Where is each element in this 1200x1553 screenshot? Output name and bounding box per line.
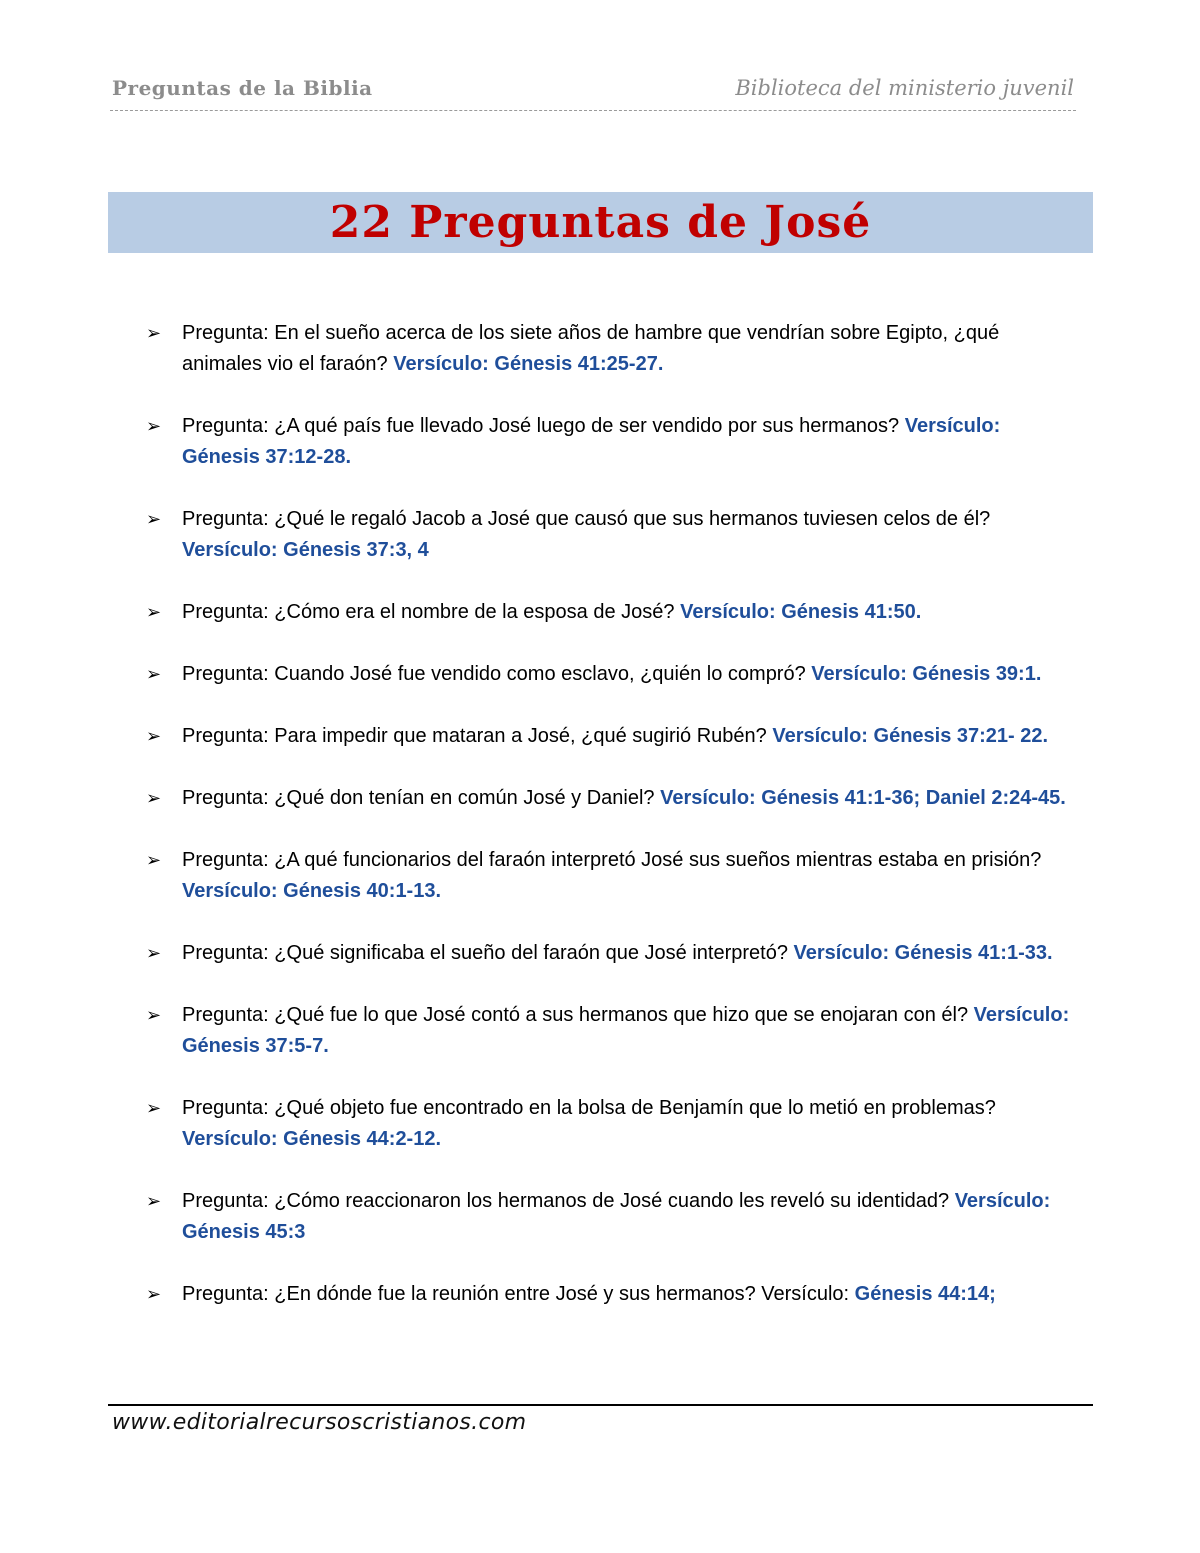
verse-reference: Versículo: Génesis 41:25-27.	[393, 353, 664, 375]
question-text: ¿Qué don tenían en común José y Daniel?	[268, 787, 661, 809]
arrow-bullet-icon: ➢	[146, 726, 162, 747]
question-prefix: Pregunta:	[182, 787, 269, 809]
list-item	[146, 659, 1076, 690]
question-text: Para impedir que mataran a José, ¿qué sugirió Rubén?	[268, 725, 773, 747]
question-text: ¿Qué le regaló Jacob a José que causó que sus hermanos tuviesen celos de él?	[268, 508, 991, 530]
verse-reference: Versículo: Génesis 37:21- 22.	[772, 725, 1049, 747]
question-prefix: Pregunta:	[182, 322, 269, 344]
question-prefix: Pregunta:	[182, 415, 269, 437]
list-item	[146, 1186, 1076, 1248]
question-text: ¿A qué funcionarios del faraón interpretó José sus sueños mientras estaba en prisión?	[268, 849, 1042, 871]
verse-reference: Versículo: Génesis 41:1-36; Daniel 2:24-45.	[660, 787, 1066, 809]
verse-reference: Génesis 44:14;	[854, 1283, 996, 1305]
question-prefix: Pregunta:	[182, 1190, 269, 1212]
verse-reference: Versículo: Génesis 45:3	[182, 1190, 1051, 1243]
question-text: ¿Qué fue lo que José contó a sus hermanos que hizo que se enojaran con él?	[268, 1004, 974, 1026]
arrow-bullet-icon: ➢	[146, 1005, 162, 1026]
list-item	[146, 721, 1076, 752]
verse-reference: Versículo: Génesis 37:3, 4	[182, 539, 429, 561]
arrow-bullet-icon: ➢	[146, 943, 162, 964]
question-text: ¿Cómo reaccionaron los hermanos de José cuando les reveló su identidad?	[268, 1190, 955, 1212]
arrow-bullet-icon: ➢	[146, 788, 162, 809]
question-prefix: Pregunta:	[182, 1004, 269, 1026]
question-text: Cuando José fue vendido como esclavo, ¿quién lo compró?	[268, 663, 812, 685]
question-text: En el sueño acerca de los siete años de hambre que vendrían sobre Egipto, ¿qué animales vio el faraón?	[182, 322, 1000, 375]
verse-reference: Versículo: Génesis 41:1-33.	[793, 942, 1053, 964]
arrow-bullet-icon: ➢	[146, 602, 162, 623]
question-text: ¿Qué objeto fue encontrado en la bolsa de Benjamín que lo metió en problemas?	[268, 1097, 996, 1119]
question-text: ¿En dónde fue la reunión entre José y sus hermanos? Versículo:	[268, 1283, 855, 1305]
question-list	[146, 318, 1076, 1341]
list-item	[146, 504, 1076, 566]
question-prefix: Pregunta:	[182, 663, 269, 685]
list-item	[146, 845, 1076, 907]
page-header	[110, 76, 1076, 111]
verse-reference: Versículo: Génesis 40:1-13.	[182, 880, 442, 902]
arrow-bullet-icon: ➢	[146, 509, 162, 530]
verse-reference: Versículo: Génesis 41:50.	[680, 601, 922, 623]
list-item	[146, 1000, 1076, 1062]
question-prefix: Pregunta:	[182, 849, 269, 871]
verse-reference: Versículo: Génesis 37:5-7.	[182, 1004, 1070, 1057]
list-item	[146, 411, 1076, 473]
arrow-bullet-icon: ➢	[146, 1284, 162, 1305]
question-prefix: Pregunta:	[182, 1097, 269, 1119]
question-prefix: Pregunta:	[182, 725, 269, 747]
verse-reference: Versículo: Génesis 39:1.	[811, 663, 1042, 685]
header-left-title: Preguntas de la Biblia	[112, 76, 373, 100]
verse-reference: Versículo: Génesis 37:12-28.	[182, 415, 1001, 468]
arrow-bullet-icon: ➢	[146, 416, 162, 437]
question-text: ¿Qué significaba el sueño del faraón que José interpretó?	[268, 942, 794, 964]
arrow-bullet-icon: ➢	[146, 1191, 162, 1212]
footer-url: www.editorialrecursoscristianos.com	[112, 1410, 527, 1435]
list-item	[146, 1093, 1076, 1155]
question-prefix: Pregunta:	[182, 508, 269, 530]
verse-reference: Versículo: Génesis 44:2-12.	[182, 1128, 442, 1150]
question-prefix: Pregunta:	[182, 1283, 269, 1305]
header-right-title: Biblioteca del ministerio juvenil	[735, 76, 1074, 100]
list-item	[146, 1279, 1076, 1310]
question-text: ¿Cómo era el nombre de la esposa de José?	[268, 601, 681, 623]
list-item	[146, 938, 1076, 969]
question-prefix: Pregunta:	[182, 942, 269, 964]
list-item	[146, 318, 1076, 380]
title-band	[108, 192, 1093, 253]
list-item	[146, 783, 1076, 814]
arrow-bullet-icon: ➢	[146, 850, 162, 871]
arrow-bullet-icon: ➢	[146, 664, 162, 685]
question-prefix: Pregunta:	[182, 601, 269, 623]
page-title: 22 Preguntas de José	[329, 197, 872, 248]
question-text: ¿A qué país fue llevado José luego de ser vendido por sus hermanos?	[268, 415, 905, 437]
list-item	[146, 597, 1076, 628]
page-footer	[108, 1404, 1093, 1435]
arrow-bullet-icon: ➢	[146, 1098, 162, 1119]
arrow-bullet-icon: ➢	[146, 323, 162, 344]
